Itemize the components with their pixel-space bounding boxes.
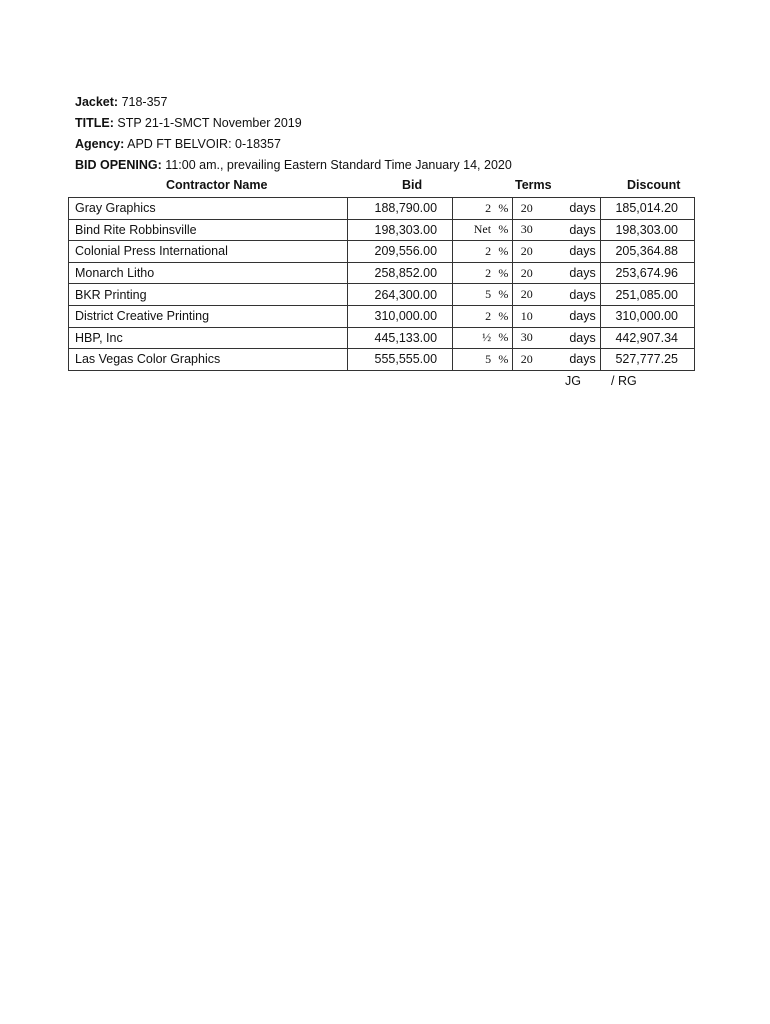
terms-days-value-cell: 30	[512, 327, 554, 349]
discount-amount-cell: 527,777.25	[600, 349, 694, 371]
discount-amount-cell: 198,303.00	[600, 219, 694, 241]
agency-line	[75, 137, 281, 151]
bid-amount-cell: 555,555.00	[348, 349, 453, 371]
bid-opening-label: BID OPENING:	[75, 158, 162, 172]
initials-jg: JG	[565, 374, 581, 388]
jacket-label: Jacket:	[75, 95, 119, 109]
column-header-contractor: Contractor Name	[166, 178, 268, 192]
terms-days-label-cell: days	[555, 241, 601, 263]
terms-percent-cell: %	[495, 198, 512, 220]
terms-days-label-cell: days	[555, 305, 601, 327]
terms-days-value-cell: 10	[512, 305, 554, 327]
table-row	[69, 305, 695, 327]
terms-percent-cell: %	[495, 327, 512, 349]
table-row	[69, 219, 695, 241]
terms-percent-cell: %	[495, 262, 512, 284]
contractor-name-cell: District Creative Printing	[69, 305, 348, 327]
terms-discount-value-cell: 2	[453, 198, 496, 220]
terms-percent-cell: %	[495, 305, 512, 327]
bid-amount-cell: 264,300.00	[348, 284, 453, 306]
discount-amount-cell: 185,014.20	[600, 198, 694, 220]
terms-days-value-cell: 20	[512, 262, 554, 284]
terms-discount-value-cell: 2	[453, 305, 496, 327]
table-row	[69, 198, 695, 220]
title-label: TITLE:	[75, 116, 114, 130]
contractor-name-cell: HBP, Inc	[69, 327, 348, 349]
terms-discount-value-cell: Net	[453, 219, 496, 241]
agency-value: APD FT BELVOIR: 0-18357	[127, 137, 281, 151]
bid-amount-cell: 188,790.00	[348, 198, 453, 220]
bid-opening-value: 11:00 am., prevailing Eastern Standard Time January 14, 2020	[165, 158, 512, 172]
contractor-name-cell: Colonial Press International	[69, 241, 348, 263]
contractor-name-cell: Bind Rite Robbinsville	[69, 219, 348, 241]
column-header-bid: Bid	[402, 178, 423, 192]
bid-amount-cell: 310,000.00	[348, 305, 453, 327]
terms-days-label-cell: days	[555, 262, 601, 284]
contractor-name-cell: Las Vegas Color Graphics	[69, 349, 348, 371]
terms-days-label-cell: days	[555, 219, 601, 241]
table-row	[69, 349, 695, 371]
bid-amount-cell: 209,556.00	[348, 241, 453, 263]
table-row	[69, 262, 695, 284]
terms-discount-value-cell: ½	[453, 327, 496, 349]
terms-discount-value-cell: 5	[453, 284, 496, 306]
initials-rg: / RG	[611, 374, 637, 388]
column-header-discount: Discount	[627, 178, 681, 192]
bid-amount-cell: 445,133.00	[348, 327, 453, 349]
terms-discount-value-cell: 2	[453, 262, 496, 284]
table-row	[69, 241, 695, 263]
bid-opening-line	[75, 158, 512, 172]
terms-days-value-cell: 20	[512, 198, 554, 220]
title-value: STP 21-1-SMCT November 2019	[117, 116, 302, 130]
terms-days-label-cell: days	[555, 198, 601, 220]
table-row	[69, 327, 695, 349]
terms-discount-value-cell: 2	[453, 241, 496, 263]
table-row	[69, 284, 695, 306]
column-header-terms: Terms	[515, 178, 552, 192]
discount-amount-cell: 253,674.96	[600, 262, 694, 284]
contractor-name-cell: BKR Printing	[69, 284, 348, 306]
discount-amount-cell: 251,085.00	[600, 284, 694, 306]
terms-days-value-cell: 20	[512, 349, 554, 371]
title-line	[75, 116, 302, 130]
terms-days-label-cell: days	[555, 349, 601, 371]
discount-amount-cell: 205,364.88	[600, 241, 694, 263]
bid-amount-cell: 258,852.00	[348, 262, 453, 284]
terms-percent-cell: %	[495, 349, 512, 371]
jacket-value: 718-357	[121, 95, 168, 109]
terms-days-label-cell: days	[555, 284, 601, 306]
jacket-line	[75, 95, 167, 109]
terms-days-value-cell: 20	[512, 241, 554, 263]
discount-amount-cell: 442,907.34	[600, 327, 694, 349]
contractor-name-cell: Monarch Litho	[69, 262, 348, 284]
bid-amount-cell: 198,303.00	[348, 219, 453, 241]
contractor-name-cell: Gray Graphics	[69, 198, 348, 220]
terms-discount-value-cell: 5	[453, 349, 496, 371]
terms-days-label-cell: days	[555, 327, 601, 349]
terms-percent-cell: %	[495, 284, 512, 306]
terms-days-value-cell: 20	[512, 284, 554, 306]
terms-percent-cell: %	[495, 241, 512, 263]
agency-label: Agency:	[75, 137, 125, 151]
bids-table	[68, 197, 695, 371]
terms-days-value-cell: 30	[512, 219, 554, 241]
discount-amount-cell: 310,000.00	[600, 305, 694, 327]
terms-percent-cell: %	[495, 219, 512, 241]
